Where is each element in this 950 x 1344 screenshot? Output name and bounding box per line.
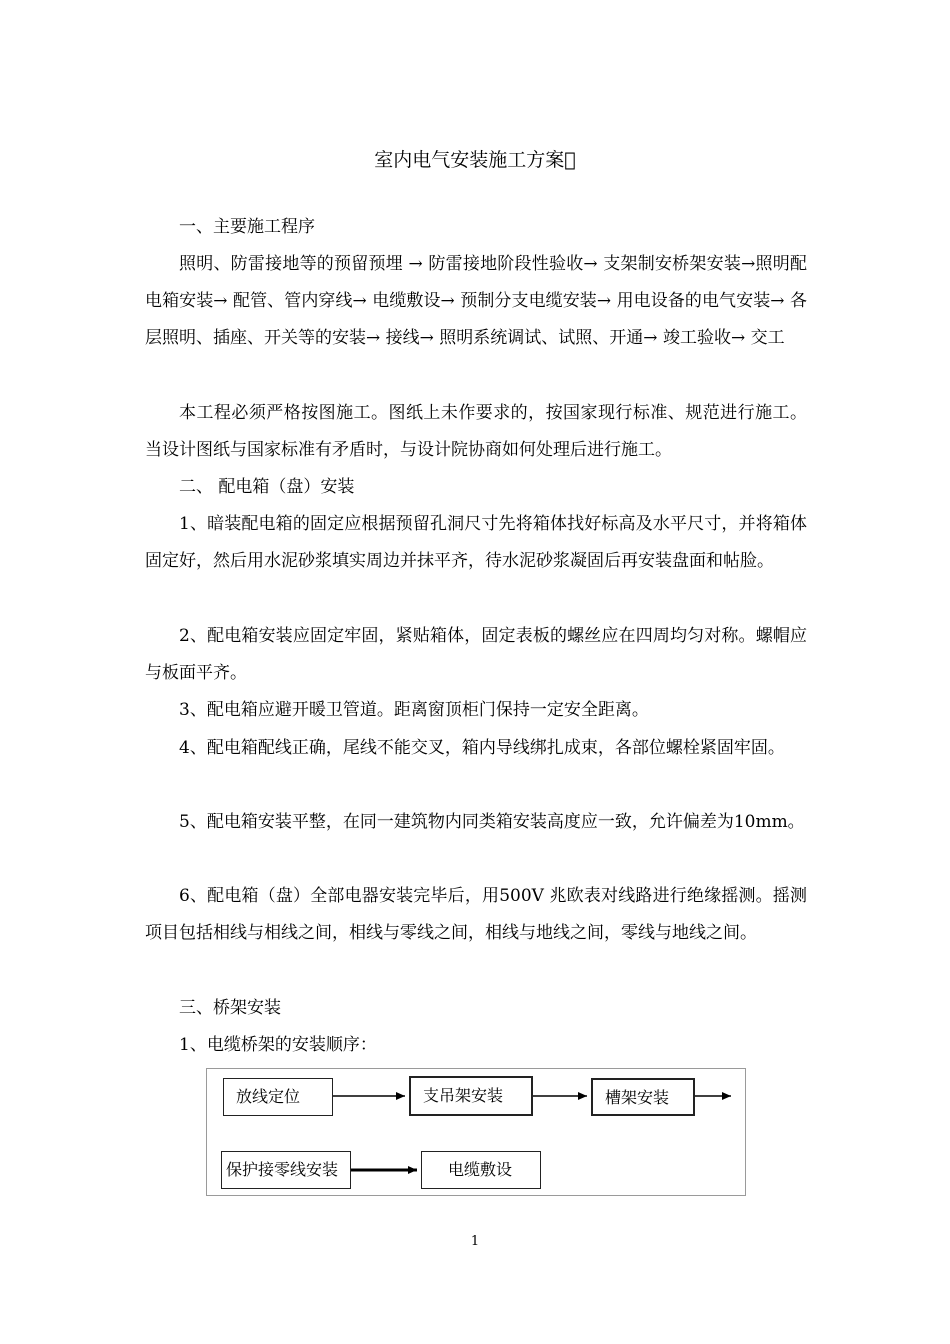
flow-step-box: 电缆敷设 xyxy=(421,1151,541,1189)
paragraph-procedure: 照明、防雷接地等的预留预埋 → 防雷接地阶段性验收→ 支架制安桥架安装→照明配电箱安装→ 配管、管内穿线→ 电缆敷设→ 预制分支电缆安装→ 用电设备的电气安装→ 各层照明、插座、开关等的安装→ 接线→ 照明系统调试、试照、开通→ 竣工验收→ 交工 xyxy=(145,254,807,348)
paragraph-item-4: 4、配电箱配线正确，尾线不能交叉，箱内导线绑扎成束，各部位螺栓紧固牢固。 xyxy=(179,738,785,758)
flow-step-box: 槽架安装 xyxy=(591,1078,695,1116)
paragraph-item-2: 2、配电箱安装应固定牢固，紧贴箱体，固定表板的螺丝应在四周均匀对称。螺帽应与板面平齐。 xyxy=(145,626,807,683)
paragraph-requirement: 本工程必须严格按图施工。图纸上未作要求的，按国家现行标准、规范进行施工。当设计图纸与国家标准有矛盾时，与设计院协商如何处理后进行施工。 xyxy=(145,403,807,460)
page-number: 1 xyxy=(470,1234,480,1249)
flow-step-box: 保护接零线安装 xyxy=(221,1151,351,1189)
section-heading-1: 一、主要施工程序 xyxy=(179,217,315,237)
paragraph-item-3: 3、配电箱应避开暖卫管道。距离窗顶柜门保持一定安全距离。 xyxy=(179,700,649,720)
flow-step-box: 支吊架安装 xyxy=(409,1076,533,1116)
paragraph-item-1: 1、暗装配电箱的固定应根据预留孔洞尺寸先将箱体找好标高及水平尺寸，并将箱体固定好，然后用水泥砂浆填实周边并抹平齐，待水泥砂浆凝固后再安装盘面和帖脸。 xyxy=(145,514,807,571)
section-heading-3: 三、桥架安装 xyxy=(179,998,281,1018)
paragraph-bridge-order: 1、电缆桥架的安装顺序： xyxy=(179,1035,377,1055)
section-heading-2: 二、 配电箱（盘）安装 xyxy=(179,477,355,497)
flow-step-box: 放线定位 xyxy=(223,1078,333,1116)
document-title: 室内电气安装施工方案  xyxy=(374,149,576,171)
paragraph-item-5: 5、配电箱安装平整，在同一建筑物内同类箱安装高度应一致，允许偏差为10mm。 xyxy=(179,812,805,832)
paragraph-item-6: 6、配电箱（盘）全部电器安装完毕后，用500V 兆欧表对线路进行绝缘摇测。摇测项目包括相线与相线之间，相线与零线之间，相线与地线之间，零线与地线之间。 xyxy=(145,886,807,943)
flow-diagram xyxy=(206,1068,746,1196)
